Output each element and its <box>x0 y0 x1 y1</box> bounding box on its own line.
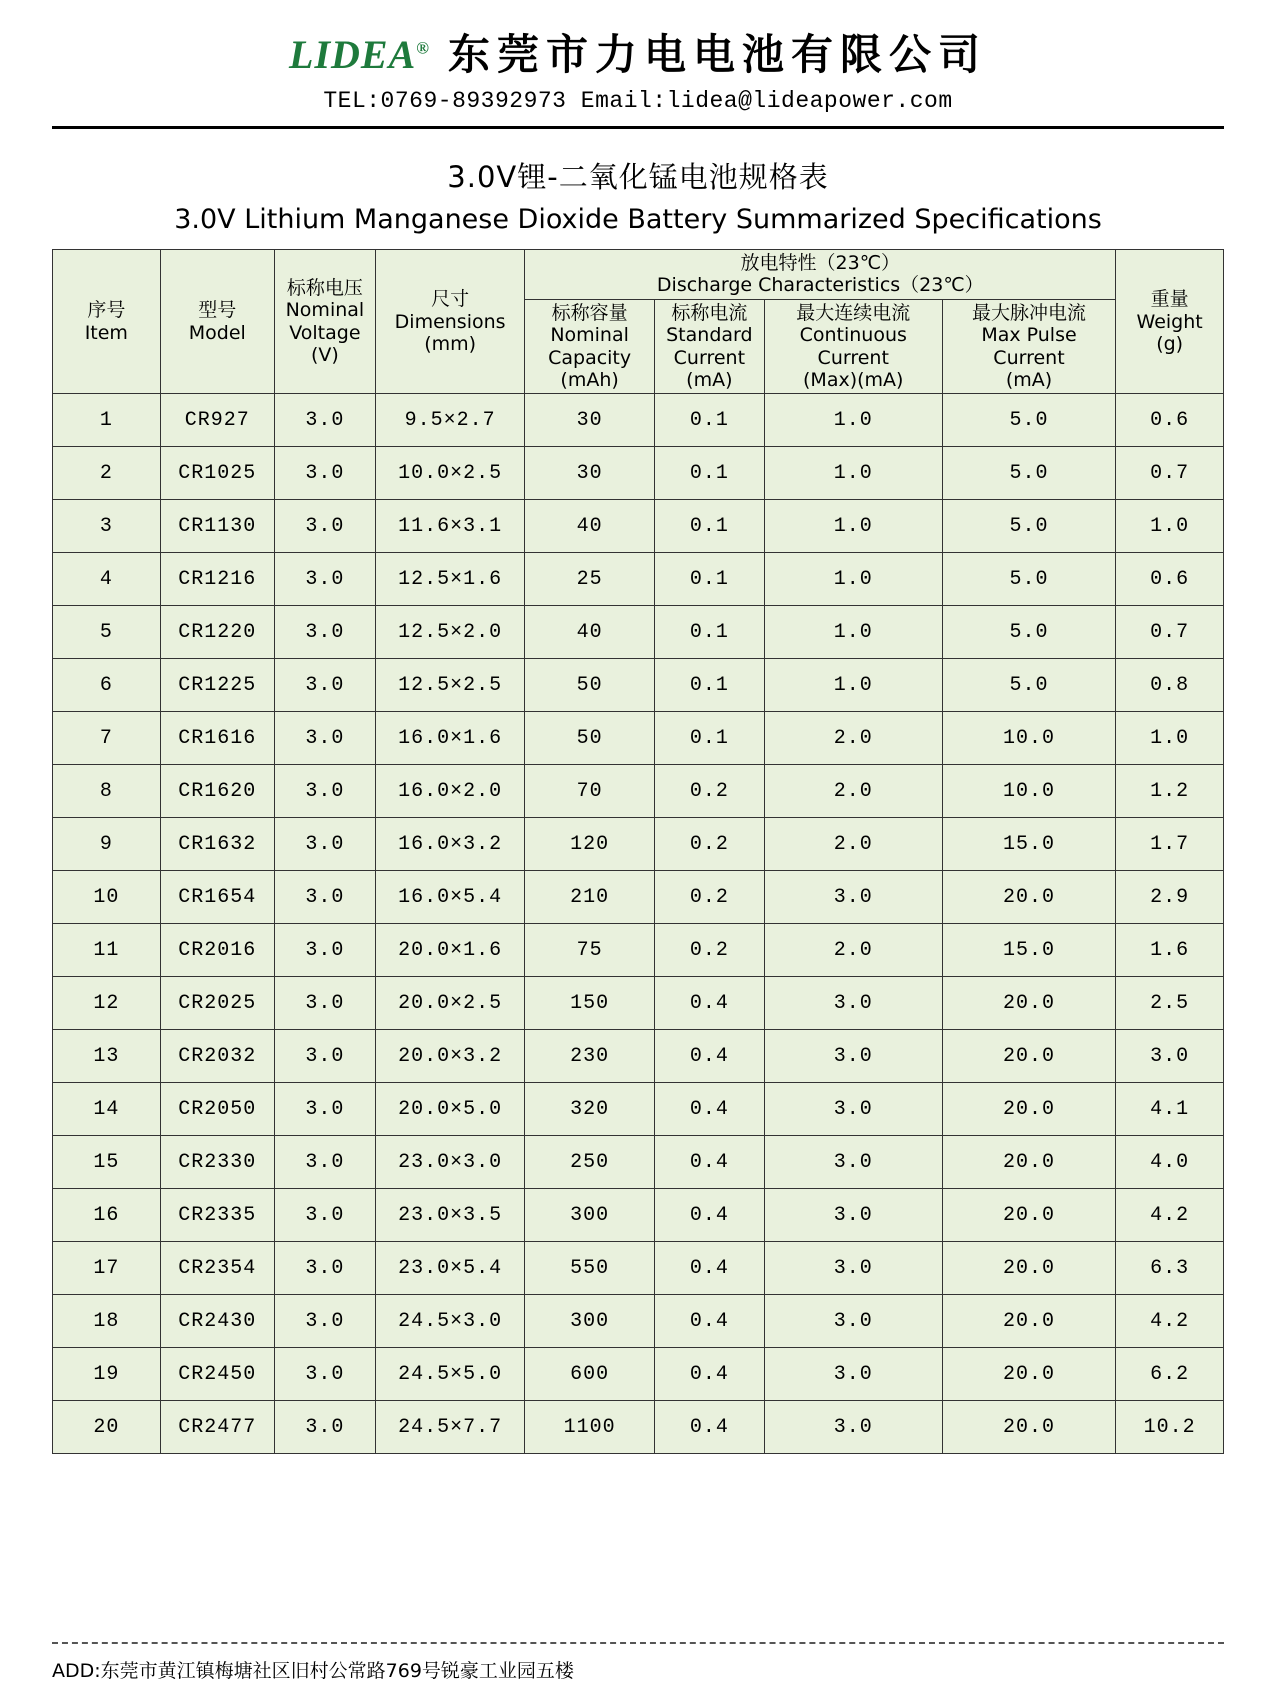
cell-model: CR1025 <box>160 447 274 500</box>
cell-continuous-current: 1.0 <box>764 394 942 447</box>
cell-max-pulse-current: 15.0 <box>942 924 1116 977</box>
cell-standard-current: 0.1 <box>654 712 764 765</box>
table-row <box>53 1189 1224 1242</box>
cell-nominal-capacity: 25 <box>525 553 655 606</box>
col-header-nominal-capacity: 标称容量 Nominal Capacity (mAh) <box>525 299 655 394</box>
cell-max-pulse-current: 20.0 <box>942 1136 1116 1189</box>
col-header-continuous-current: 最大连续电流 Continuous Current (Max)(mA) <box>764 299 942 394</box>
cell-weight: 1.0 <box>1116 712 1224 765</box>
table-row <box>53 553 1224 606</box>
cell-model: CR2477 <box>160 1401 274 1454</box>
cell-continuous-current: 3.0 <box>764 977 942 1030</box>
table-head <box>53 250 1224 394</box>
cell-weight: 0.8 <box>1116 659 1224 712</box>
cell-model: CR2335 <box>160 1189 274 1242</box>
cell-standard-current: 0.4 <box>654 1083 764 1136</box>
cell-model: CR1616 <box>160 712 274 765</box>
cell-nominal-voltage: 3.0 <box>274 977 375 1030</box>
col-header-item: 序号 Item <box>53 250 161 394</box>
col-header-max-pulse-current: 最大脉冲电流 Max Pulse Current (mA) <box>942 299 1116 394</box>
header-contact-line: TEL:0769-89392973 Email:lidea@lideapower.com <box>323 88 953 114</box>
table-body <box>53 394 1224 1454</box>
cell-continuous-current: 3.0 <box>764 1401 942 1454</box>
table-row <box>53 606 1224 659</box>
cell-dimensions: 23.0×5.4 <box>375 1242 524 1295</box>
cell-weight: 4.2 <box>1116 1189 1224 1242</box>
table-header-row-1 <box>53 250 1224 300</box>
cell-weight: 3.0 <box>1116 1030 1224 1083</box>
cell-weight: 2.5 <box>1116 977 1224 1030</box>
cell-continuous-current: 1.0 <box>764 553 942 606</box>
cell-nominal-voltage: 3.0 <box>274 1348 375 1401</box>
cell-weight: 4.2 <box>1116 1295 1224 1348</box>
cell-nominal-voltage: 3.0 <box>274 1189 375 1242</box>
cell-nominal-capacity: 40 <box>525 500 655 553</box>
cell-model: CR2330 <box>160 1136 274 1189</box>
cell-standard-current: 0.4 <box>654 1401 764 1454</box>
col-header-standard-current: 标称电流 Standard Current (mA) <box>654 299 764 394</box>
cell-item: 6 <box>53 659 161 712</box>
cell-dimensions: 20.0×5.0 <box>375 1083 524 1136</box>
cell-nominal-voltage: 3.0 <box>274 1083 375 1136</box>
footer-address: ADD:东莞市黄江镇梅塘社区旧村公常路769号锐豪工业园五楼 <box>52 1660 574 1682</box>
cell-standard-current: 0.4 <box>654 1295 764 1348</box>
table-row <box>53 1295 1224 1348</box>
cell-model: CR2450 <box>160 1348 274 1401</box>
cell-dimensions: 12.5×1.6 <box>375 553 524 606</box>
table-row <box>53 447 1224 500</box>
cell-continuous-current: 3.0 <box>764 1030 942 1083</box>
cell-nominal-capacity: 50 <box>525 659 655 712</box>
cell-weight: 10.2 <box>1116 1401 1224 1454</box>
col-header-weight: 重量 Weight (g) <box>1116 250 1224 394</box>
table-row <box>53 1242 1224 1295</box>
table-row <box>53 871 1224 924</box>
table-row <box>53 1401 1224 1454</box>
cell-max-pulse-current: 10.0 <box>942 712 1116 765</box>
cell-continuous-current: 1.0 <box>764 659 942 712</box>
cell-item: 14 <box>53 1083 161 1136</box>
cell-max-pulse-current: 20.0 <box>942 1295 1116 1348</box>
cell-model: CR2354 <box>160 1242 274 1295</box>
table-row <box>53 1083 1224 1136</box>
cell-weight: 4.0 <box>1116 1136 1224 1189</box>
cell-item: 1 <box>53 394 161 447</box>
cell-nominal-capacity: 210 <box>525 871 655 924</box>
cell-nominal-capacity: 300 <box>525 1295 655 1348</box>
cell-dimensions: 12.5×2.0 <box>375 606 524 659</box>
cell-max-pulse-current: 5.0 <box>942 394 1116 447</box>
cell-nominal-voltage: 3.0 <box>274 500 375 553</box>
cell-weight: 0.7 <box>1116 447 1224 500</box>
cell-dimensions: 16.0×3.2 <box>375 818 524 871</box>
cell-dimensions: 20.0×2.5 <box>375 977 524 1030</box>
cell-weight: 6.2 <box>1116 1348 1224 1401</box>
page-title-cn: 3.0V锂-二氧化锰电池规格表 <box>447 160 829 194</box>
cell-standard-current: 0.4 <box>654 1136 764 1189</box>
cell-standard-current: 0.4 <box>654 1189 764 1242</box>
table-row <box>53 765 1224 818</box>
cell-standard-current: 0.1 <box>654 659 764 712</box>
cell-weight: 0.6 <box>1116 553 1224 606</box>
cell-max-pulse-current: 5.0 <box>942 500 1116 553</box>
cell-continuous-current: 1.0 <box>764 606 942 659</box>
cell-continuous-current: 1.0 <box>764 500 942 553</box>
cell-model: CR1216 <box>160 553 274 606</box>
cell-weight: 0.6 <box>1116 394 1224 447</box>
table-row <box>53 977 1224 1030</box>
cell-dimensions: 24.5×3.0 <box>375 1295 524 1348</box>
cell-dimensions: 16.0×5.4 <box>375 871 524 924</box>
cell-continuous-current: 3.0 <box>764 1189 942 1242</box>
cell-continuous-current: 3.0 <box>764 1083 942 1136</box>
cell-standard-current: 0.1 <box>654 447 764 500</box>
document-footer <box>52 1642 1224 1683</box>
table-row <box>53 818 1224 871</box>
table-row <box>53 1348 1224 1401</box>
cell-max-pulse-current: 20.0 <box>942 1189 1116 1242</box>
cell-item: 16 <box>53 1189 161 1242</box>
cell-nominal-capacity: 320 <box>525 1083 655 1136</box>
cell-standard-current: 0.1 <box>654 606 764 659</box>
cell-weight: 6.3 <box>1116 1242 1224 1295</box>
cell-dimensions: 23.0×3.5 <box>375 1189 524 1242</box>
cell-dimensions: 16.0×1.6 <box>375 712 524 765</box>
cell-nominal-voltage: 3.0 <box>274 659 375 712</box>
cell-nominal-voltage: 3.0 <box>274 1030 375 1083</box>
company-logo <box>289 32 430 77</box>
logo-text: LIDEA <box>289 32 417 77</box>
cell-standard-current: 0.4 <box>654 1348 764 1401</box>
header-brand-row <box>52 30 1224 79</box>
cell-standard-current: 0.1 <box>654 500 764 553</box>
cell-nominal-capacity: 30 <box>525 447 655 500</box>
cell-continuous-current: 3.0 <box>764 1295 942 1348</box>
cell-continuous-current: 3.0 <box>764 1136 942 1189</box>
cell-continuous-current: 2.0 <box>764 818 942 871</box>
cell-max-pulse-current: 5.0 <box>942 659 1116 712</box>
cell-nominal-voltage: 3.0 <box>274 1401 375 1454</box>
cell-nominal-capacity: 40 <box>525 606 655 659</box>
col-header-model: 型号 Model <box>160 250 274 394</box>
cell-weight: 1.7 <box>1116 818 1224 871</box>
cell-item: 18 <box>53 1295 161 1348</box>
cell-item: 13 <box>53 1030 161 1083</box>
cell-model: CR1620 <box>160 765 274 818</box>
cell-item: 15 <box>53 1136 161 1189</box>
cell-item: 5 <box>53 606 161 659</box>
table-row <box>53 394 1224 447</box>
table-row <box>53 1030 1224 1083</box>
cell-nominal-capacity: 550 <box>525 1242 655 1295</box>
col-header-dimensions: 尺寸 Dimensions (mm) <box>375 250 524 394</box>
cell-nominal-voltage: 3.0 <box>274 765 375 818</box>
cell-nominal-capacity: 70 <box>525 765 655 818</box>
cell-max-pulse-current: 10.0 <box>942 765 1116 818</box>
cell-model: CR2050 <box>160 1083 274 1136</box>
table-row <box>53 500 1224 553</box>
cell-item: 20 <box>53 1401 161 1454</box>
cell-nominal-capacity: 75 <box>525 924 655 977</box>
cell-nominal-capacity: 230 <box>525 1030 655 1083</box>
cell-nominal-capacity: 120 <box>525 818 655 871</box>
cell-model: CR2430 <box>160 1295 274 1348</box>
cell-standard-current: 0.2 <box>654 818 764 871</box>
cell-nominal-voltage: 3.0 <box>274 924 375 977</box>
cell-nominal-capacity: 1100 <box>525 1401 655 1454</box>
cell-max-pulse-current: 15.0 <box>942 818 1116 871</box>
cell-item: 17 <box>53 1242 161 1295</box>
cell-nominal-capacity: 300 <box>525 1189 655 1242</box>
cell-standard-current: 0.2 <box>654 924 764 977</box>
cell-continuous-current: 3.0 <box>764 1348 942 1401</box>
cell-max-pulse-current: 20.0 <box>942 1242 1116 1295</box>
cell-item: 8 <box>53 765 161 818</box>
table-row <box>53 659 1224 712</box>
cell-continuous-current: 3.0 <box>764 871 942 924</box>
cell-standard-current: 0.4 <box>654 1030 764 1083</box>
cell-continuous-current: 3.0 <box>764 1242 942 1295</box>
cell-nominal-capacity: 50 <box>525 712 655 765</box>
cell-max-pulse-current: 5.0 <box>942 553 1116 606</box>
cell-dimensions: 24.5×5.0 <box>375 1348 524 1401</box>
cell-max-pulse-current: 20.0 <box>942 1348 1116 1401</box>
cell-continuous-current: 1.0 <box>764 447 942 500</box>
table-row <box>53 1136 1224 1189</box>
cell-model: CR2016 <box>160 924 274 977</box>
cell-nominal-voltage: 3.0 <box>274 712 375 765</box>
registered-trademark-icon: ® <box>416 38 430 58</box>
cell-max-pulse-current: 20.0 <box>942 871 1116 924</box>
page-title-en: 3.0V Lithium Manganese Dioxide Battery Summarized Specifications <box>174 204 1102 235</box>
cell-weight: 1.2 <box>1116 765 1224 818</box>
cell-nominal-capacity: 150 <box>525 977 655 1030</box>
cell-model: CR1225 <box>160 659 274 712</box>
cell-model: CR927 <box>160 394 274 447</box>
cell-dimensions: 11.6×3.1 <box>375 500 524 553</box>
cell-model: CR2025 <box>160 977 274 1030</box>
table-row <box>53 712 1224 765</box>
cell-dimensions: 10.0×2.5 <box>375 447 524 500</box>
cell-weight: 1.6 <box>1116 924 1224 977</box>
cell-max-pulse-current: 20.0 <box>942 1401 1116 1454</box>
cell-nominal-voltage: 3.0 <box>274 394 375 447</box>
cell-continuous-current: 2.0 <box>764 924 942 977</box>
cell-nominal-voltage: 3.0 <box>274 1136 375 1189</box>
cell-item: 12 <box>53 977 161 1030</box>
cell-nominal-voltage: 3.0 <box>274 553 375 606</box>
cell-item: 11 <box>53 924 161 977</box>
cell-weight: 4.1 <box>1116 1083 1224 1136</box>
cell-nominal-voltage: 3.0 <box>274 818 375 871</box>
cell-dimensions: 20.0×1.6 <box>375 924 524 977</box>
cell-item: 19 <box>53 1348 161 1401</box>
cell-max-pulse-current: 20.0 <box>942 1083 1116 1136</box>
cell-item: 2 <box>53 447 161 500</box>
cell-weight: 1.0 <box>1116 500 1224 553</box>
cell-model: CR1130 <box>160 500 274 553</box>
cell-standard-current: 0.2 <box>654 871 764 924</box>
cell-nominal-voltage: 3.0 <box>274 606 375 659</box>
cell-model: CR1654 <box>160 871 274 924</box>
cell-dimensions: 12.5×2.5 <box>375 659 524 712</box>
col-header-discharge-characteristics: 放电特性（23℃） Discharge Characteristics（23℃） <box>525 250 1116 300</box>
cell-nominal-capacity: 600 <box>525 1348 655 1401</box>
cell-max-pulse-current: 20.0 <box>942 977 1116 1030</box>
cell-nominal-capacity: 250 <box>525 1136 655 1189</box>
cell-nominal-capacity: 30 <box>525 394 655 447</box>
cell-continuous-current: 2.0 <box>764 712 942 765</box>
cell-model: CR1220 <box>160 606 274 659</box>
cell-item: 4 <box>53 553 161 606</box>
cell-item: 3 <box>53 500 161 553</box>
cell-model: CR1632 <box>160 818 274 871</box>
cell-item: 9 <box>53 818 161 871</box>
cell-dimensions: 16.0×2.0 <box>375 765 524 818</box>
cell-dimensions: 23.0×3.0 <box>375 1136 524 1189</box>
cell-max-pulse-current: 5.0 <box>942 606 1116 659</box>
cell-continuous-current: 2.0 <box>764 765 942 818</box>
col-header-nominal-voltage: 标称电压 Nominal Voltage (V) <box>274 250 375 394</box>
cell-dimensions: 20.0×3.2 <box>375 1030 524 1083</box>
cell-max-pulse-current: 5.0 <box>942 447 1116 500</box>
company-name-cn: 东莞市力电电池有限公司 <box>447 30 987 79</box>
footer-divider <box>52 1642 1224 1644</box>
document-header <box>52 0 1224 129</box>
cell-standard-current: 0.1 <box>654 553 764 606</box>
cell-max-pulse-current: 20.0 <box>942 1030 1116 1083</box>
cell-weight: 2.9 <box>1116 871 1224 924</box>
cell-dimensions: 24.5×7.7 <box>375 1401 524 1454</box>
cell-standard-current: 0.4 <box>654 1242 764 1295</box>
cell-nominal-voltage: 3.0 <box>274 1242 375 1295</box>
cell-nominal-voltage: 3.0 <box>274 447 375 500</box>
cell-dimensions: 9.5×2.7 <box>375 394 524 447</box>
cell-nominal-voltage: 3.0 <box>274 871 375 924</box>
cell-standard-current: 0.4 <box>654 977 764 1030</box>
specifications-table <box>52 249 1224 1454</box>
cell-item: 10 <box>53 871 161 924</box>
table-row <box>53 924 1224 977</box>
cell-standard-current: 0.2 <box>654 765 764 818</box>
cell-item: 7 <box>53 712 161 765</box>
cell-nominal-voltage: 3.0 <box>274 1295 375 1348</box>
cell-standard-current: 0.1 <box>654 394 764 447</box>
header-divider <box>52 126 1224 129</box>
cell-model: CR2032 <box>160 1030 274 1083</box>
cell-weight: 0.7 <box>1116 606 1224 659</box>
